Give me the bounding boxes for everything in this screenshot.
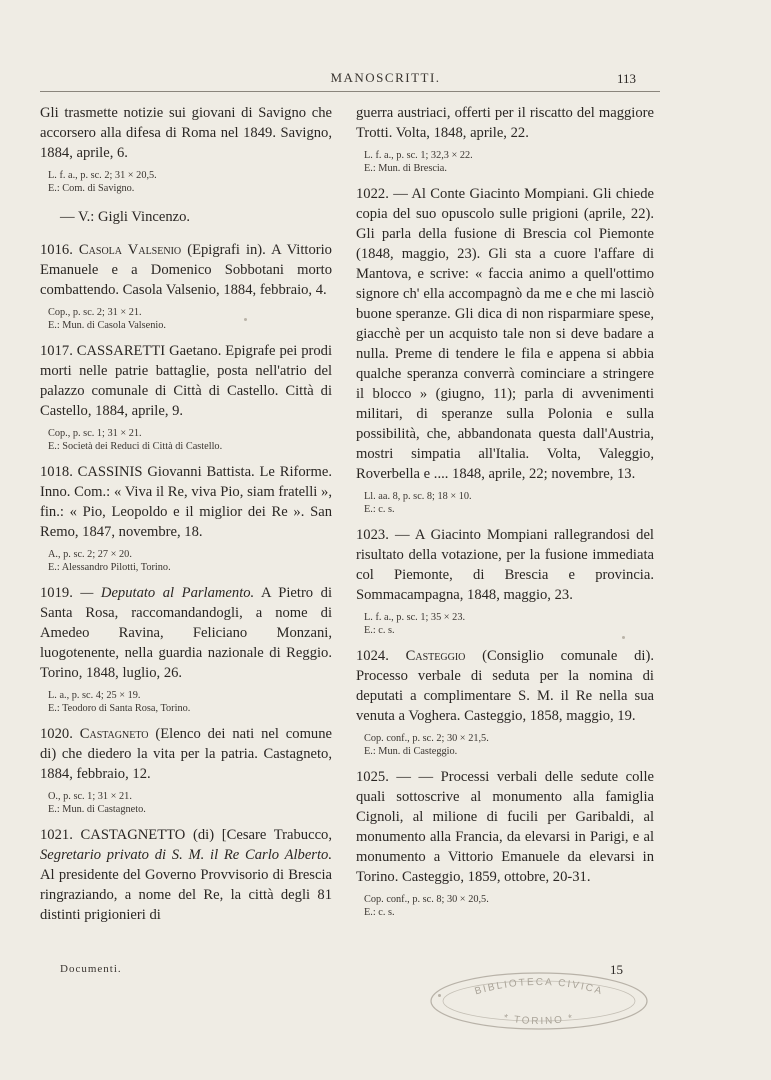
entry-text [40, 724, 332, 784]
entry-note: Cop., p. sc. 2; 31 × 21. [48, 307, 142, 318]
page-number: 113 [617, 71, 637, 86]
entry-number: 1024. [356, 648, 389, 664]
entry-body: (Consiglio comunale di). Processo verbale di seduta per la nomina di deputati a complimentare S. M. il Re nella sua venuta a Voghera. Casteggio, 1858, maggio, 19. [356, 648, 654, 724]
signature-mark: Documenti. [60, 963, 122, 975]
entry-text [356, 646, 654, 726]
signature-number: 15 [610, 962, 623, 977]
entry-text [356, 184, 654, 484]
entry-note: Cop. conf., p. sc. 8; 30 × 20,5. [364, 894, 489, 905]
entry-lead: CASTAGNETTO (di) [Cesare Trabucco, [80, 827, 332, 843]
entry-italic: — Deputato al Parlamento. [80, 585, 255, 601]
svg-text:BIBLIOTECA CIVICA [474, 977, 605, 997]
entry-body: — Al Conte Giacinto Mompiani. Gli chiede copia del suo opuscolo sulle prigioni (aprile, 22). Gli parla della fusione di Brescia col Piemonte (1848, maggio, 23). Gli sta a cuore l'affare di Mantova, e scrive: « faccia animo a quell'ottimo signore ch' ella accompagnò da me e che mi lasciò buone speranze. Gli dica di non risparmiare spese, giacchè per un acquisto tale non si deve badare a nulla. Preme di tendere le fila e appena si abbia qualche speranza converrà cominciare a stringere il blocco » (giugno, 11); parla di avvenimenti militari, di speranze sulla Polonia e sulla possibilità, che, abbandonata questa dall'Austria, mostri simpatia all'Italia. Volta, Valeggio, Roverbella e .... 1848, aprile, 22; novembre, 13. [356, 186, 654, 482]
entry-number: 1017. [40, 343, 73, 359]
paper-speck [622, 636, 625, 639]
left-column [40, 103, 332, 934]
entry-note: E.: c. s. [364, 504, 395, 515]
entry-body: A Pietro di Santa Rosa, raccomandandogli, a nome di Amedeo Ravina, Feliciano Monzani, luogotenente, nella guardia nazionale di Reggio. Torino, 1848, luglio, 26. [40, 585, 332, 681]
entry-body: (Epigrafi in). A Vittorio Emanuele e a Domenico Sobbotani morto combattendo. Casola Valsenio, 1884, febbraio, 4. [40, 242, 332, 298]
entry-note: L. a., p. sc. 4; 25 × 19. [48, 690, 141, 701]
entry-note: L. f. a., p. sc. 1; 32,3 × 22. [364, 150, 473, 161]
entry-italic: Segretario privato di S. M. il Re Carlo Alberto. [40, 847, 332, 863]
entry-body: CASSINIS Giovanni Battista. Le Riforme. Inno. Com.: « Viva il Re, viva Pio, siam fratelli », fin.: « Pio, Leopoldo e il miglior dei Re ». San Remo, 1847, novembre, 18. [40, 464, 332, 540]
entry-text: guerra austriaci, offerti per il riscatto del maggiore Trotti. Volta, 1848, aprile, 22. [356, 105, 654, 141]
entry-text: Gli trasmette notizie sui giovani di Savigno che accorsero alla difesa di Roma nel 1849. Savigno, 1884, aprile, 6. [40, 105, 332, 161]
entry-number: 1020. [40, 726, 73, 742]
entry-name: Casteggio [405, 648, 466, 664]
catalog-entry [40, 341, 332, 453]
entry-note: O., p. sc. 1; 31 × 21. [48, 791, 132, 802]
entry-note: Cop. conf., p. sc. 2; 30 × 21,5. [364, 733, 489, 744]
entry-text [40, 583, 332, 683]
entry-note: E.: c. s. [364, 907, 395, 918]
entry-notes [48, 306, 332, 332]
entry-note: E.: Com. di Savigno. [48, 183, 135, 194]
entry-note: E.: Teodoro di Santa Rosa, Torino. [48, 703, 191, 714]
entry-body: — — Processi verbali delle sedute colle quali sottoscrive al monumento alla famiglia Cignoli, al milione di fucili per Garibaldi, al monumento alla Francia, da elevarsi in Parigi, e al monumento a Vittorio Emanuele da elevarsi in Torino. Casteggio, 1859, ottobre, 20-31. [356, 769, 654, 885]
entry-note: E.: Società dei Reduci di Città di Castello. [48, 441, 223, 452]
catalog-entry [40, 724, 332, 816]
running-header: MANOSCRITTI. [330, 70, 441, 85]
entry-notes [48, 548, 332, 574]
entry-note: A., p. sc. 2; 27 × 20. [48, 549, 132, 560]
paper-speck [438, 994, 441, 997]
entry-note: L. f. a., p. sc. 1; 35 × 23. [364, 612, 466, 623]
entry-note: E.: Mun. di Castagneto. [48, 804, 146, 815]
entry-body: (Elenco dei nati nel comune di) che diedero la vita per la patria. Castagneto, 1884, febbraio, 12. [40, 726, 333, 782]
entry-note: Ll. aa. 8, p. sc. 8; 18 × 10. [364, 491, 472, 502]
entry-note: E.: Alessandro Pilotti, Torino. [48, 562, 171, 573]
entry-text [356, 525, 654, 605]
entry-text [40, 240, 332, 300]
paper-speck [244, 318, 247, 321]
entry-body: CASSARETTI Gaetano. Epigrafe pei prodi morti nelle patrie battaglie, posta nell'atrio del palazzo comunale di Città di Castello. Città di Castello, 1884, aprile, 9. [40, 343, 332, 419]
header-rule [40, 91, 660, 92]
entry-note: E.: Mun. di Casteggio. [364, 746, 458, 757]
entry-number: 1025. [356, 769, 389, 785]
entry-name: Castagneto [79, 726, 149, 742]
entry-text [40, 341, 332, 421]
stamp-top-text: BIBLIOTECA CIVICA [473, 976, 605, 998]
entry-body: Al presidente del Governo Provvisorio di Brescia ringraziando, a nome del Re, la città degli 81 distinti prigionieri di [40, 867, 332, 923]
catalog-entry [40, 462, 332, 574]
entry-number: 1018. [40, 464, 73, 480]
entry-text [356, 767, 654, 887]
cross-reference: — V.: Gigli Vincenzo. [60, 209, 191, 225]
entry-name: Casola Valsenio [78, 242, 182, 258]
catalog-entry [356, 184, 654, 516]
entry-notes [364, 611, 654, 637]
right-column [356, 103, 654, 928]
entry-number: 1019. [40, 585, 73, 601]
svg-text:* TORINO * [503, 1013, 576, 1027]
entry-notes [364, 732, 654, 758]
entry-notes [364, 149, 654, 175]
entry-number: 1023. [356, 527, 389, 543]
entry-note: Cop., p. sc. 1; 31 × 21. [48, 428, 142, 439]
entry-note: L. f. a., p. sc. 2; 31 × 20,5. [48, 170, 157, 181]
entry-text [40, 825, 332, 925]
entry-number: 1016. [40, 242, 73, 258]
entry-number: 1022. [356, 186, 389, 202]
catalog-entry [40, 825, 332, 925]
entry-notes [364, 490, 654, 516]
entry-notes [364, 893, 654, 919]
catalog-entry [40, 583, 332, 715]
entry-note: E.: c. s. [364, 625, 395, 636]
catalog-entry [356, 767, 654, 919]
entry-notes [48, 169, 332, 195]
catalog-entry [356, 646, 654, 758]
stamp-bottom-text: * TORINO * [502, 1012, 576, 1028]
entry-note: E.: Mun. di Casola Valsenio. [48, 320, 166, 331]
entry-body: — A Giacinto Mompiani rallegrandosi del risultato della votazione, per la fusione immediata col Piemonte, di Brescia e provincia. Sommacampagna, 1848, maggio, 23. [356, 527, 654, 603]
entry-note: E.: Mun. di Brescia. [364, 163, 447, 174]
library-stamp [428, 970, 650, 1032]
catalog-entry [356, 103, 654, 175]
catalog-entry [40, 103, 332, 195]
catalog-entry [356, 525, 654, 637]
entry-notes [48, 689, 332, 715]
entry-notes [48, 427, 332, 453]
entry-notes [48, 790, 332, 816]
entry-number: 1021. [40, 827, 73, 843]
entry-text [40, 462, 332, 542]
catalog-entry [40, 240, 332, 332]
